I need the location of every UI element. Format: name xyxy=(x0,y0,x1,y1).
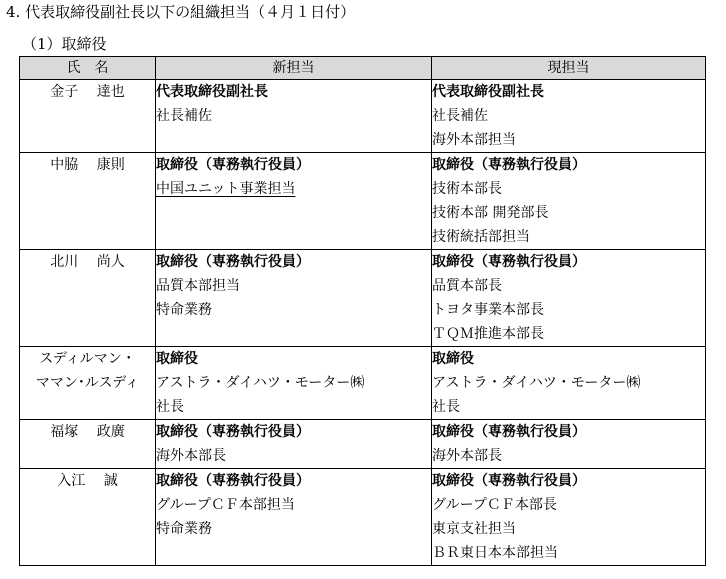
name-line: ママン･ルスディ xyxy=(35,375,140,391)
person-name xyxy=(20,469,156,566)
person-name xyxy=(20,420,156,469)
directors-table xyxy=(19,56,706,566)
name-line: 福塚 政廣 xyxy=(50,424,125,440)
new-duty-text: 中国ユニット事業担当 xyxy=(156,181,296,197)
current-duty: 社長補佐 xyxy=(432,108,488,124)
new-duty: 社長 xyxy=(156,399,184,415)
current-assignment-cell xyxy=(432,469,706,566)
current-title: 取締役（専務執行役員） xyxy=(432,254,586,270)
current-duty: トヨタ事業本部長 xyxy=(432,302,544,318)
table-row xyxy=(20,469,706,566)
new-duty: アストラ・ダイハツ・モーター㈱ xyxy=(156,375,365,391)
new-title: 取締役（専務執行役員） xyxy=(156,473,310,489)
new-assignment-cell xyxy=(156,469,432,566)
current-assignment-cell xyxy=(432,347,706,420)
current-title: 取締役（専務執行役員） xyxy=(432,473,586,489)
new-duty: 社長補佐 xyxy=(156,108,212,124)
current-duty: 社長 xyxy=(432,399,460,415)
person-name xyxy=(20,347,156,420)
person-name xyxy=(20,250,156,347)
section-heading: 4. 代表取締役副社長以下の組織担当（４月１日付） xyxy=(6,3,356,21)
table-row xyxy=(20,347,706,420)
table-row xyxy=(20,420,706,469)
subsection-heading: （1）取締役 xyxy=(22,35,107,53)
current-duty: 技術本部 開発部長 xyxy=(432,205,549,221)
current-duty: グループＣＦ本部長 xyxy=(432,497,557,513)
table-row xyxy=(20,250,706,347)
new-title: 取締役（専務執行役員） xyxy=(156,157,310,173)
current-duty: 海外本部担当 xyxy=(432,132,516,148)
current-duty: アストラ・ダイハツ・モーター㈱ xyxy=(432,375,641,391)
name-line: 北川 尚人 xyxy=(50,254,125,270)
current-assignment-cell xyxy=(432,80,706,153)
current-assignment-cell xyxy=(432,250,706,347)
new-assignment-cell xyxy=(156,250,432,347)
new-title: 取締役 xyxy=(156,351,198,367)
name-line: 金子 達也 xyxy=(50,84,125,100)
header-new-assignment: 新担当 xyxy=(156,57,432,80)
new-duty: グループＣＦ本部担当 xyxy=(156,497,295,513)
current-title: 代表取締役副社長 xyxy=(432,84,544,100)
new-assignment-cell xyxy=(156,347,432,420)
current-duty: ＴＱＭ推進本部長 xyxy=(432,326,544,342)
current-duty: 技術本部長 xyxy=(432,181,502,197)
new-duty: 特命業務 xyxy=(156,302,212,318)
current-title: 取締役 xyxy=(432,351,474,367)
current-title: 取締役（専務執行役員） xyxy=(432,157,586,173)
new-title: 取締役（専務執行役員） xyxy=(156,424,310,440)
new-assignment-cell xyxy=(156,80,432,153)
table-row xyxy=(20,153,706,250)
table-header-row xyxy=(20,57,706,80)
current-duty: 技術統括部担当 xyxy=(432,229,530,245)
new-duty: 海外本部長 xyxy=(156,448,226,464)
header-name: 氏 名 xyxy=(20,57,156,80)
current-title: 取締役（専務執行役員） xyxy=(432,424,586,440)
name-line: スディルマン・ xyxy=(39,351,136,367)
new-assignment-cell xyxy=(156,153,432,250)
new-title: 代表取締役副社長 xyxy=(156,84,268,100)
name-line: 中脇 康則 xyxy=(50,157,125,173)
current-assignment-cell xyxy=(432,420,706,469)
new-assignment-cell xyxy=(156,420,432,469)
header-current-assignment: 現担当 xyxy=(432,57,706,80)
new-title: 取締役（専務執行役員） xyxy=(156,254,310,270)
new-duty: 品質本部担当 xyxy=(156,278,240,294)
current-assignment-cell xyxy=(432,153,706,250)
new-duty xyxy=(156,177,431,201)
new-duty: 特命業務 xyxy=(156,521,212,537)
current-duty: ＢＲ東日本本部担当 xyxy=(432,545,558,561)
current-duty: 品質本部長 xyxy=(432,278,502,294)
person-name xyxy=(20,80,156,153)
current-duty: 東京支社担当 xyxy=(432,521,516,537)
table-row xyxy=(20,80,706,153)
name-line: 入江 誠 xyxy=(57,473,118,489)
person-name xyxy=(20,153,156,250)
current-duty: 海外本部長 xyxy=(432,448,502,464)
